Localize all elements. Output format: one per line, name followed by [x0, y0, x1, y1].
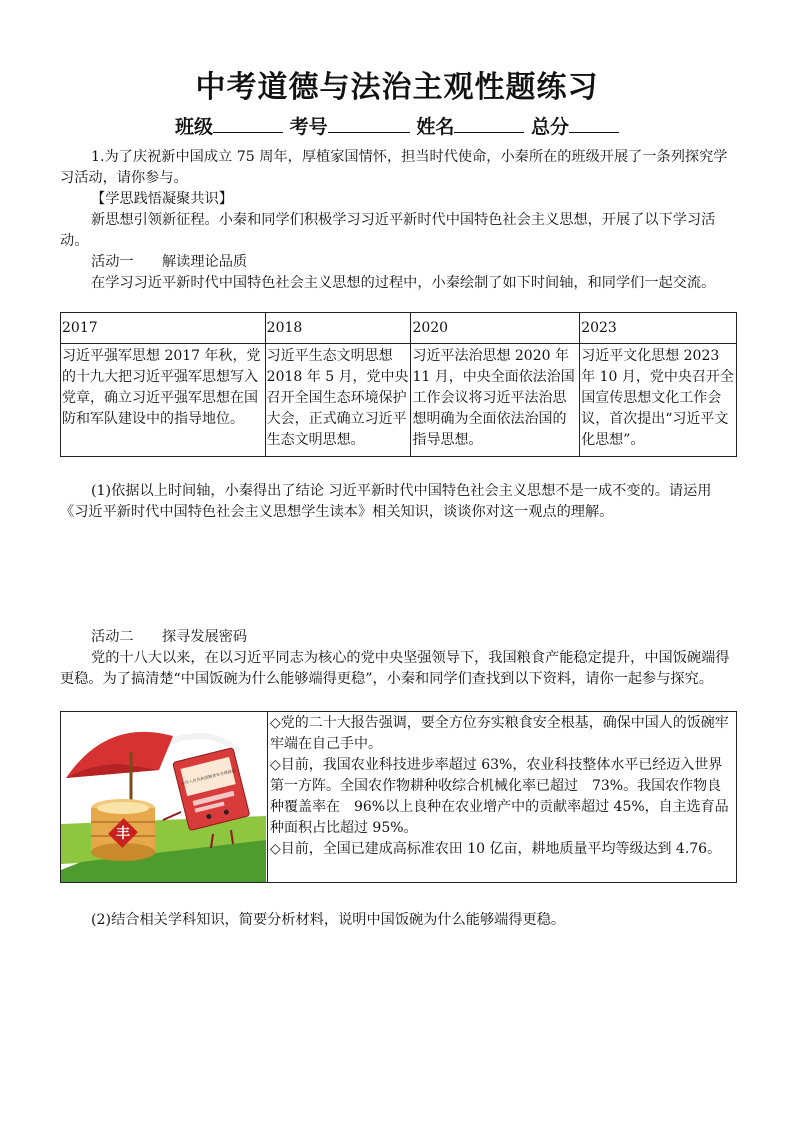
material-item: ◇党的二十大报告强调，要全方位夯实粮食安全根基，确保中国人的饭碗牢牢端在自己手中。: [269, 715, 729, 752]
book-title: 中华人民共和国粮食安全保障法: [180, 767, 236, 787]
activity1-heading: 活动一 解读理论品质: [91, 254, 248, 270]
section-text: 新思想引领新征程。小秦和同学们积极学习习近平新时代中国特色社会主义思想，开展了以下学习活动。: [60, 212, 716, 249]
activity1-text: 在学习习近平新时代中国特色社会主义思想的过程中，小秦绘制了如下时间轴，和同学们一起交流。: [91, 275, 716, 291]
entry-cell: 习近平生态文明思想 2018 年 5 月，党中央召开全国生态环境保护大会，正式确立习近平生态文明思想。: [265, 344, 411, 457]
answer-space-2[interactable]: [60, 940, 736, 1100]
q1-intro: 1.为了庆祝新中国成立 75 周年，厚植家国情怀，担当时代使命，小秦所在的班级开展了一条列探究学习活动，请你参与。: [60, 149, 728, 186]
activity2-text: 党的十八大以来，在以习近平同志为核心的党中央坚强领导下，我国粮食产能稳定提升，中国饭碗端得更稳。为了搞清楚“中国饭碗为什么能够端得更稳”，小秦和同学们查找到以下资料，请你一起参与探究。: [60, 650, 730, 687]
year-cell: 2018: [265, 313, 411, 344]
name-blank[interactable]: [454, 114, 524, 133]
sub-question-1: (1)依据以上时间轴，小秦得出了结论 习近平新时代中国特色社会主义思想不是一成不变的。请运用《习近平新时代中国特色社会主义思想学生读本》相关知识，谈谈你对这一观点的理解。: [60, 483, 712, 520]
timeline-table: [60, 312, 737, 457]
illustration-cell: [61, 712, 268, 883]
rice-character: 丰: [116, 826, 130, 842]
entry-cell: 习近平法治思想 2020 年 11 月，中央全面依法治国工作会议将习近平法治思想明确为全面依法治国的指导思想。: [411, 344, 580, 457]
sub-question-2: (2)结合相关学科知识，简要分析材料，说明中国饭碗为什么能够端得更稳。: [91, 912, 566, 928]
timeline-year-row: [61, 313, 737, 344]
exam-no-blank[interactable]: [328, 114, 410, 133]
material-item: ◇目前，我国农业科技进步率超过 63%，农业科技整体水平已经迈入世界第一方阵。全国农作物耕种收综合机械化率已超过 73%。我国农作物良种覆盖率在 96%以上良种在农业增产中的贡献率超过 45%，自主选育品种面积占比超过 95%。: [269, 757, 729, 836]
material-item: ◇目前，全国已建成高标准农田 10 亿亩，耕地质量平均等级达到 4.76。: [269, 841, 722, 857]
score-label: 总分: [530, 116, 569, 138]
activity2-heading: 活动二 探寻发展密码: [91, 629, 248, 645]
timeline-entry-row: [61, 344, 737, 457]
year-cell: 2017: [61, 313, 266, 344]
year-cell: 2023: [580, 313, 737, 344]
material-text-cell: [267, 712, 736, 883]
exam-no-label: 考号: [289, 116, 328, 138]
name-label: 姓名: [416, 116, 455, 138]
class-label: 班级: [175, 116, 214, 138]
section-title: 【学思践悟凝聚共识】: [91, 191, 233, 207]
class-blank[interactable]: [213, 114, 283, 133]
answer-space-1[interactable]: [60, 520, 736, 620]
score-blank[interactable]: [569, 114, 619, 133]
entry-cell: 习近平文化思想 2023 年 10 月，党中央召开全国宣传思想文化工作会议，首次提出“习近平文化思想”。: [580, 344, 737, 457]
entry-cell: 习近平强军思想 2017 年秋，党的十九大把习近平强军思想写入党章，确立习近平强军思想在国防和军队建设中的指导地位。: [61, 344, 266, 457]
year-cell: 2020: [411, 313, 580, 344]
student-info-line: [0, 112, 794, 139]
page-title: 中考道德与法治主观性题练习: [195, 70, 599, 105]
material-table: [60, 711, 737, 883]
food-security-illustration: [61, 712, 266, 882]
